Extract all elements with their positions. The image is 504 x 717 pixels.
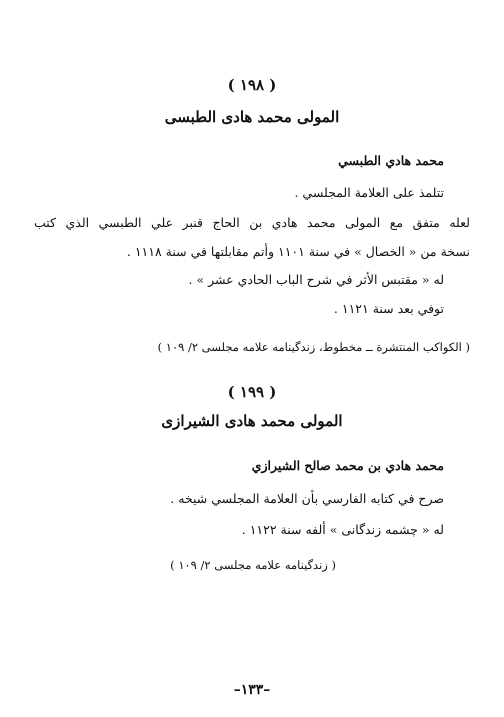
entry-number: ( ١٩٩ ) <box>227 383 277 401</box>
citation: ( زندگينامه علامه مجلسى ٢/ ١٠٩ ) <box>170 558 336 572</box>
citation: ( الكواكب المنتشرة ــ مخطوط، زندگينامه علامه مجلسى ٢/ ١٠٩ ) <box>157 340 470 354</box>
entry-heading: المولى محمد هادى الشيرازى <box>161 412 343 430</box>
entry-number: ( ١٩٨ ) <box>227 76 277 94</box>
body-line: له « مقتبس الأثر في شرح الباب الحادي عشر » . <box>188 272 444 287</box>
body-line: لعله متفق مع المولى محمد هادي بن الحاج قنبر علي الطبسي الذي كتب <box>34 215 470 230</box>
entry-name: محمد هادي الطبسي <box>338 153 444 168</box>
body-line: نسخة من « الخصال » في سنة ١١٠١ وأتم مقابلتها في سنة ١١١٨ . <box>126 244 470 259</box>
body-line: صرح في كتابه الفارسي بأن العلامة المجلسي شيخه . <box>170 491 444 506</box>
body-line: له « چشمه زندگانى » ألفه سنة ١١٢٢ . <box>241 522 444 537</box>
body-line: تتلمذ على العلامة المجلسي . <box>294 185 444 200</box>
page-number: –١٣٣– <box>233 682 271 698</box>
body-line: توفي بعد سنة ١١٢١ . <box>333 301 444 316</box>
entry-heading: المولى محمد هادى الطبسى <box>164 108 340 126</box>
entry-name: محمد هادي بن محمد صالح الشيرازي <box>251 458 444 473</box>
